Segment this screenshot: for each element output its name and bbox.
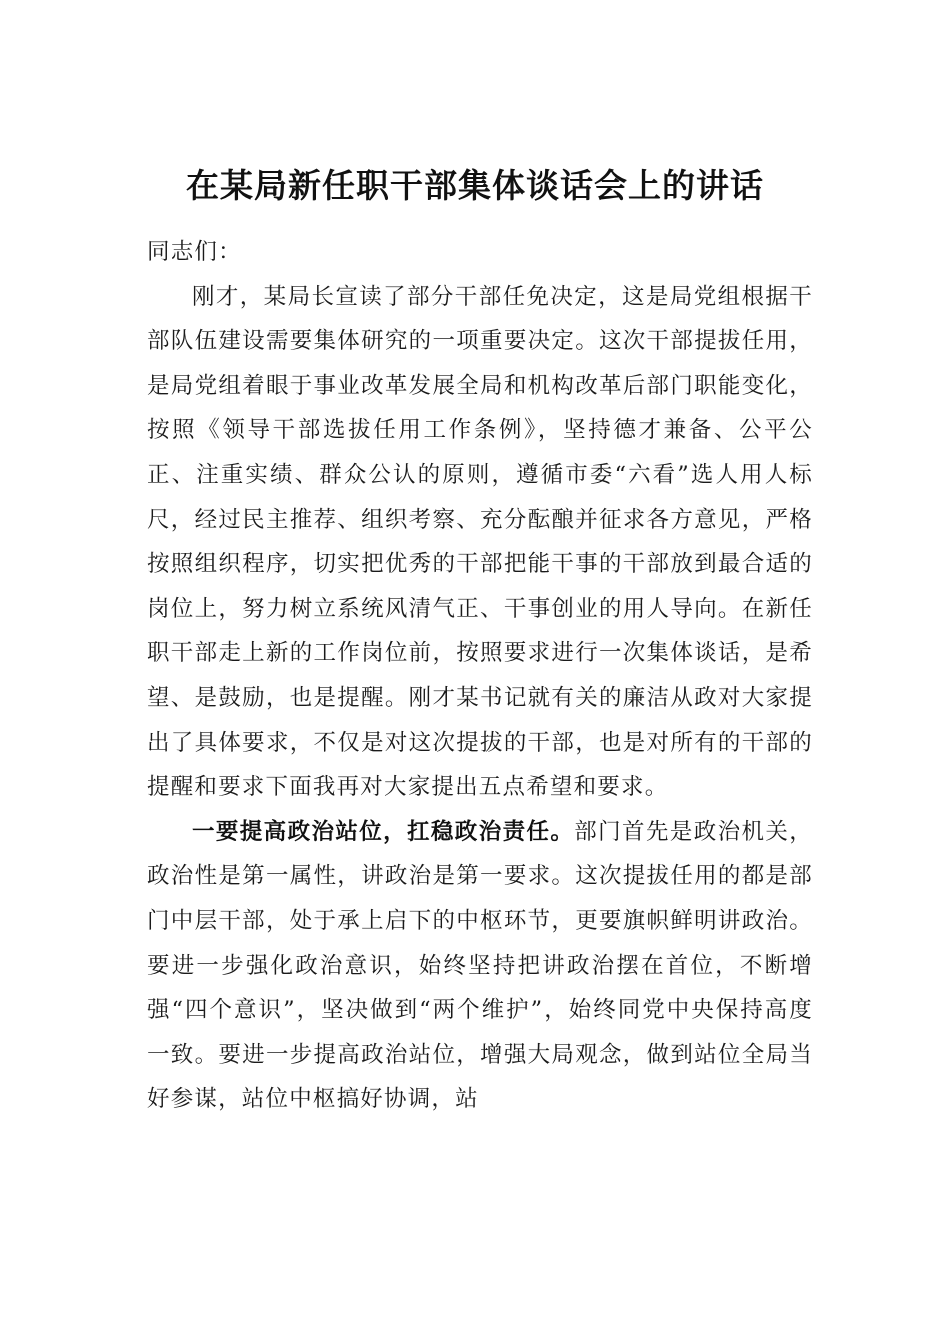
- document-title: 在某局新任职干部集体谈话会上的讲话: [186, 166, 764, 205]
- document-body: [147, 230, 813, 1122]
- salutation: 同志们：: [147, 239, 242, 265]
- paragraph-lead: 一要提高政治站位，扛稳政治责任。: [192, 818, 575, 845]
- paragraph-text: 部门首先是政治机关，政治性是第一属性，讲政治是第一要求。这次提拔任用的都是部门中层干部，处于承上启下的中枢环节，更要旗帜鲜明讲政治。要进一步强化政治意识，始终坚持把讲政治摆在首位，不断增强“四个意识”，坚决做到“两个维护”，始终同党中央保持高度一致。要进一步提高政治站位，增强大局观念，做到站位全局当好参谋，站位中枢搞好协调，站: [147, 818, 813, 1113]
- paragraph-intro: [147, 275, 813, 810]
- paragraph-text: 刚才，某局长宣读了部分干部任免决定，这是局党组根据干部队伍建设需要集体研究的一项重要决定。这次干部提拔任用，是局党组着眼于事业改革发展全局和机构改革后部门职能变化，按照《领导干部选拔任用工作条例》，坚持德才兼备、公平公正、注重实绩、群众公认的原则，遵循市委“六看”选人用人标尺，经过民主推荐、组织考察、充分酝酿并征求各方意见，严格按照组织程序，切实把优秀的干部把能干事的干部放到最合适的岗位上，努力树立系统风清气正、干事创业的用人导向。在新任职干部走上新的工作岗位前，按照要求进行一次集体谈话，是希望、是鼓励，也是提醒。刚才某书记就有关的廉洁从政对大家提出了具体要求，不仅是对这次提拔的干部，也是对所有的干部的提醒和要求下面我再对大家提出五点希望和要求。: [147, 283, 813, 801]
- paragraph-point-one: [147, 810, 813, 1122]
